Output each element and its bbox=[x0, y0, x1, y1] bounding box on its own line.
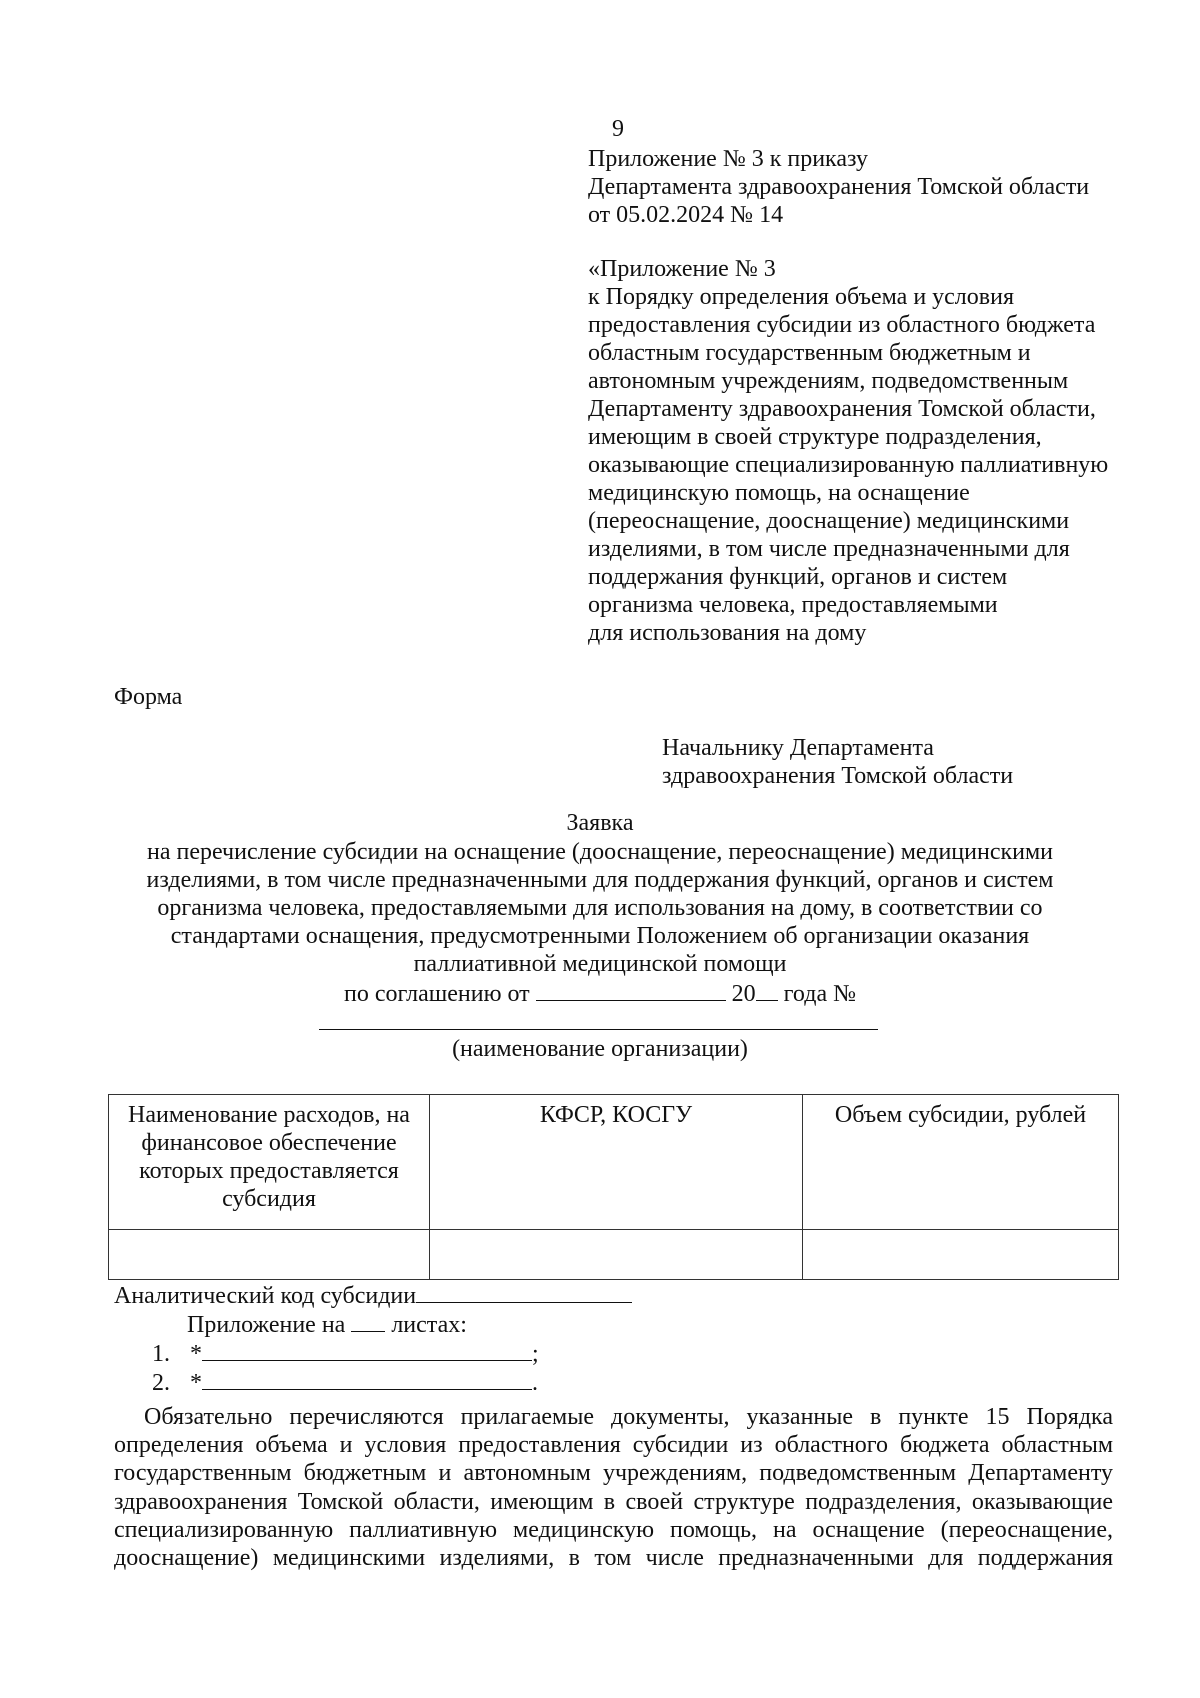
appendix-line: для использования на дому bbox=[588, 620, 867, 646]
form-label: Форма bbox=[114, 684, 183, 710]
item-mark: * bbox=[190, 1341, 202, 1367]
note-line: государственным бюджетным и автономным учреждениям, подведомственным Департаменту bbox=[114, 1460, 1113, 1487]
organization-caption: (наименование организации) bbox=[452, 1036, 748, 1062]
attachment-line bbox=[187, 1309, 467, 1337]
appendix-line: предоставления субсидии из областного бюджета bbox=[588, 312, 1096, 338]
subsidy-table bbox=[108, 1094, 1119, 1280]
appendix-line: поддержания функций, органов и систем bbox=[588, 564, 1008, 590]
appendix-line: оказывающие специализированную паллиативную bbox=[588, 452, 1109, 478]
cell-kfsr-kosgu[interactable] bbox=[430, 1230, 803, 1280]
page-number: 9 bbox=[612, 116, 624, 142]
item-end: . bbox=[532, 1370, 538, 1396]
subtitle-line: организма человека, предоставляемыми для использования на дому, в соответствии со bbox=[157, 895, 1043, 921]
appendix-line: изделиями, в том числе предназначенными для bbox=[588, 536, 1070, 562]
attachment-item bbox=[152, 1338, 539, 1366]
organization-name-field[interactable] bbox=[319, 1029, 878, 1030]
cell-expense-name[interactable] bbox=[109, 1230, 430, 1280]
note-line: Обязательно перечисляются прилагаемые документы, указанные в пункте 15 Порядка bbox=[144, 1404, 1113, 1430]
agreement-date-field[interactable] bbox=[536, 978, 726, 1001]
item-number: 1. bbox=[152, 1341, 170, 1367]
appendix-line: автономным учреждениям, подведомственным bbox=[588, 368, 1069, 394]
appendix-line: организма человека, предоставляемыми bbox=[588, 592, 998, 618]
appendix-line: (переоснащение, дооснащение) медицинскими bbox=[588, 508, 1070, 534]
item-field[interactable] bbox=[202, 1367, 532, 1390]
appendix-line: Департаменту здравоохранения Томской области, bbox=[588, 396, 1096, 422]
table-header-row bbox=[109, 1095, 1119, 1230]
header-line: от 05.02.2024 № 14 bbox=[588, 202, 784, 228]
agreement-line bbox=[0, 978, 1200, 1006]
note-line: дооснащение) медицинскими изделиями, в том числе предназначенными для поддержания bbox=[114, 1545, 1113, 1571]
note-line: определения объема и условия предоставления субсидии из областного бюджета областным bbox=[114, 1432, 1113, 1459]
attachment-suffix: листах: bbox=[391, 1312, 467, 1338]
note-line: специализированную паллиативную медицинскую помощь, на оснащение (переоснащение, bbox=[114, 1516, 1113, 1543]
appendix-line: «Приложение № 3 bbox=[588, 256, 776, 282]
header-kfsr-kosgu: КФСР, КОСГУ bbox=[430, 1095, 803, 1230]
subtitle-line: паллиативной медицинской помощи bbox=[413, 951, 787, 977]
subtitle-line: на перечисление субсидии на оснащение (дооснащение, переоснащение) медицинскими bbox=[147, 839, 1053, 865]
header-subsidy-amount: Объем субсидии, рублей bbox=[803, 1095, 1119, 1230]
header-line: Департамента здравоохранения Томской области bbox=[588, 174, 1090, 200]
appendix-line: имеющим в своей структуре подразделения, bbox=[588, 424, 1042, 450]
addressee-line: Начальнику Департамента bbox=[662, 735, 934, 761]
attachment-prefix: Приложение на bbox=[187, 1312, 346, 1338]
document-title: Заявка bbox=[566, 810, 634, 836]
item-end: ; bbox=[532, 1341, 539, 1367]
appendix-line: медицинскую помощь, на оснащение bbox=[588, 480, 970, 506]
header-expense-name: Наименование расходов, на финансовое обеспечение которых предоставляется субсидия bbox=[109, 1095, 430, 1230]
analytic-code-field[interactable] bbox=[416, 1280, 632, 1303]
note-line: здравоохранения Томской области, имеющим в своей структуре подразделения, оказывающие bbox=[114, 1488, 1113, 1515]
agreement-year-field[interactable] bbox=[756, 978, 778, 1001]
item-mark: * bbox=[190, 1370, 202, 1396]
attachment-sheets-field[interactable] bbox=[351, 1309, 385, 1332]
analytic-code-label: Аналитический код субсидии bbox=[114, 1283, 417, 1309]
subtitle-line: изделиями, в том числе предназначенными для поддержания функций, органов и систем bbox=[146, 867, 1054, 893]
header-line: Приложение № 3 к приказу bbox=[588, 146, 868, 172]
item-number: 2. bbox=[152, 1370, 170, 1396]
agreement-prefix: по соглашению от bbox=[344, 981, 530, 1007]
appendix-line: к Порядку определения объема и условия bbox=[588, 284, 1014, 310]
analytic-code-line bbox=[114, 1280, 632, 1308]
attachment-item bbox=[152, 1367, 538, 1395]
cell-subsidy-amount[interactable] bbox=[803, 1230, 1119, 1280]
addressee-line: здравоохранения Томской области bbox=[662, 763, 1014, 789]
item-field[interactable] bbox=[202, 1338, 532, 1361]
agreement-suffix: года № bbox=[783, 981, 856, 1007]
agreement-year: 20 bbox=[731, 981, 756, 1007]
appendix-line: областным государственным бюджетным и bbox=[588, 340, 1031, 366]
table-row bbox=[109, 1230, 1119, 1280]
subtitle-line: стандартами оснащения, предусмотренными Положением об организации оказания bbox=[170, 923, 1030, 949]
